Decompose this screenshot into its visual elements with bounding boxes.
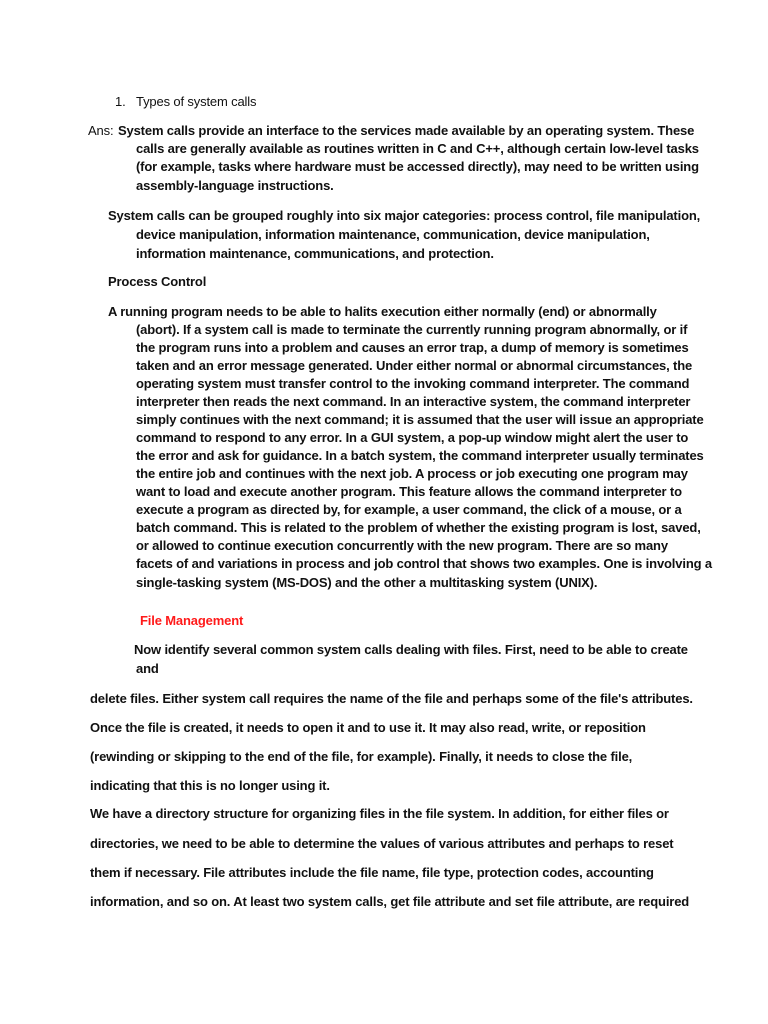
process-control-line: the entire job and continues with the next job. A process or job executing one program may [136,466,688,481]
categories-line: information maintenance, communications, and protection. [136,246,494,261]
process-control-line: single-tasking system (MS-DOS) and the other a multitasking system (UNIX). [136,575,598,590]
file-management-body-line: (rewinding or skipping to the end of the file, for example). Finally, it needs to close the file, [90,749,633,764]
process-control-line: the error and ask for guidance. In a batch system, the command interpreter usually terminates [136,448,704,463]
process-control-line: operating system must transfer control to the invoking command interpreter. The command [136,376,690,391]
file-management-intro-line: Now identify several common system calls dealing with files. First, need to be able to create [134,642,688,657]
directory-line: We have a directory structure for organizing files in the file system. In addition, for either files or [90,806,669,821]
process-control-line: or allowed to continue execution concurrently with the new program. There are so many [136,538,668,553]
answer-line: (for example, tasks where hardware must be accessed directly), may need to be written using [136,159,699,174]
categories-line: System calls can be grouped roughly into six major categories: process control, file manipulation, [108,208,701,223]
file-management-heading: File Management [140,613,244,628]
process-control-line: command to respond to any error. In a GUI system, a pop-up window might alert the user to [136,430,689,445]
process-control-line: simply continues with the next command; it is assumed that the user will issue an appropriate [136,412,704,427]
answer-label: Ans: [88,123,114,138]
process-control-heading: Process Control [108,274,207,289]
process-control-line: batch command. This is related to the problem of whether the existing program is lost, saved, [136,520,701,535]
process-control-line: A running program needs to be able to halits execution either normally (end) or abnormally [108,304,657,319]
directory-line: them if necessary. File attributes include the file name, file type, protection codes, accounting [90,865,654,880]
process-control-line: (abort). If a system call is made to terminate the currently running program abnormally, or if [136,322,688,337]
list-number: 1. [115,94,126,109]
directory-line: directories, we need to be able to determine the values of various attributes and perhaps to reset [90,836,674,851]
list-item-title: Types of system calls [136,94,257,109]
process-control-line: the program runs into a problem and causes an error trap, a dump of memory is sometimes [136,340,689,355]
file-management-body-line: indicating that this is no longer using it. [90,778,330,793]
process-control-line: want to load and execute another program. This feature allows the command interpreter to [136,484,682,499]
process-control-line: interpreter then reads the next command. In an interactive system, the command interpreter [136,394,691,409]
process-control-line: facets of and variations in process and job control that shows two examples. One is involving a [136,556,712,571]
answer-line: calls are generally available as routines written in C and C++, although certain low-level tasks [136,141,699,156]
process-control-line: execute a program as directed by, for example, a user command, the click of a mouse, or a [136,502,682,517]
answer-line: assembly-language instructions. [136,178,334,193]
process-control-line: taken and an error message generated. Under either normal or abnormal circumstances, the [136,358,693,373]
answer-line: System calls provide an interface to the services made available by an operating system. These [118,123,695,138]
categories-line: device manipulation, information maintenance, communication, device manipulation, [136,227,650,242]
file-management-body-line: delete files. Either system call requires the name of the file and perhaps some of the file's attributes. [90,691,693,706]
file-management-body-line: Once the file is created, it needs to open it and to use it. It may also read, write, or reposition [90,720,646,735]
directory-line: information, and so on. At least two system calls, get file attribute and set file attribute, are required [90,894,690,909]
file-management-intro-line: and [136,661,159,676]
